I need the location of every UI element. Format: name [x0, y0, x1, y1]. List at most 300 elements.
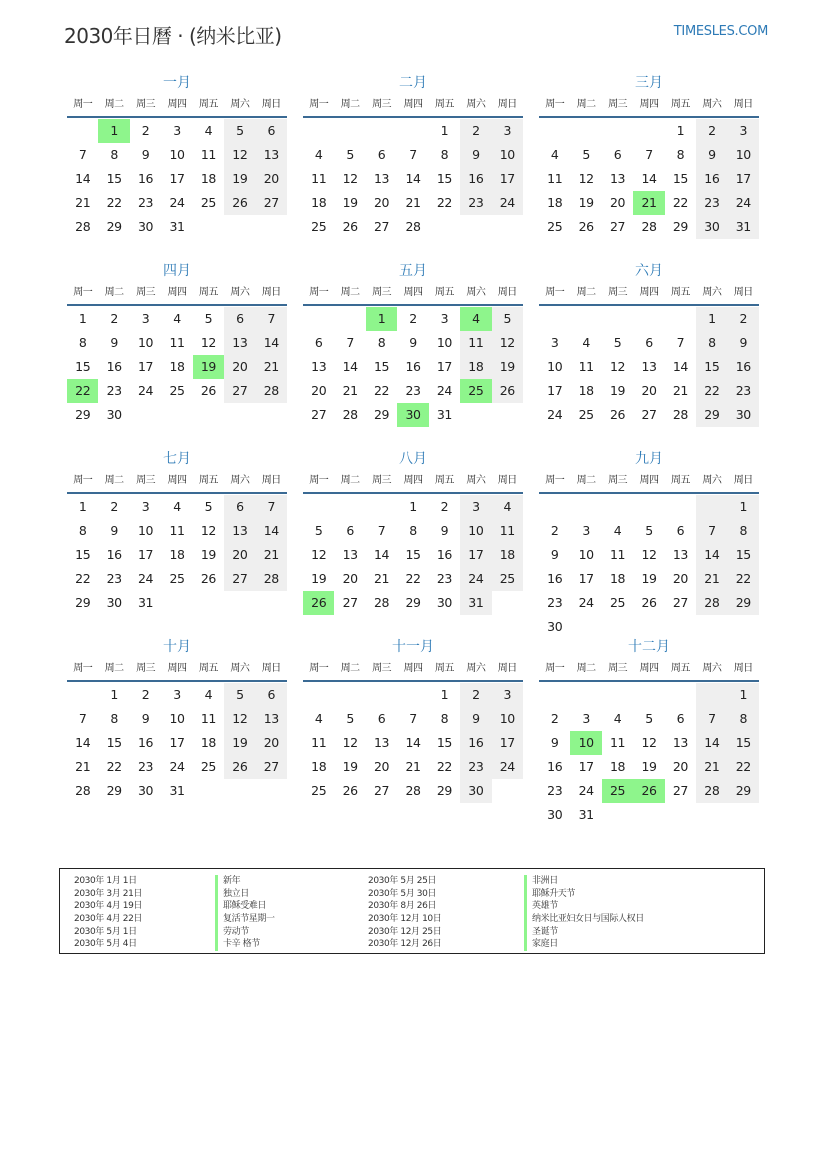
day-cell: 9 — [550, 735, 559, 750]
day-cell: 2 — [460, 119, 491, 143]
day-cell: 9 — [460, 143, 491, 167]
day-cell: 28 — [374, 595, 390, 610]
day-cell: 28 — [342, 407, 358, 422]
weekday-label: 周五 — [198, 287, 218, 298]
day-cell: 7 — [696, 519, 727, 543]
day-cell: 8 — [110, 711, 118, 726]
day-cell: 18 — [610, 759, 626, 774]
day-blank — [130, 403, 161, 427]
day-cell: 8 — [676, 147, 685, 162]
day-cell: 22 — [374, 383, 390, 398]
day-cell: 3 — [173, 123, 181, 138]
weekday-label: 周二 — [340, 663, 360, 674]
weekday-header — [303, 470, 523, 494]
day-cell: 8 — [440, 711, 449, 726]
day-grid — [539, 307, 759, 427]
day-cell: 17 — [578, 759, 594, 774]
day-cell: 3 — [492, 119, 523, 143]
day-cell: 20 — [224, 355, 255, 379]
weekday-label: 周四 — [403, 287, 423, 298]
day-cell: 2 — [550, 523, 559, 538]
day-cell: 17 — [492, 167, 523, 191]
holiday-date: 2030年 1月 1日 — [74, 876, 137, 886]
day-grid — [539, 495, 759, 639]
weekday-header — [539, 282, 759, 306]
day-blank — [256, 591, 287, 615]
holiday-date: 2030年 3月 21日 — [74, 888, 143, 899]
weekday-label: 周五 — [670, 99, 690, 110]
day-cell: 18 — [311, 759, 327, 774]
weekday-header — [67, 282, 287, 306]
day-blank — [366, 683, 397, 707]
day-cell: 4 — [204, 687, 213, 702]
day-blank — [224, 779, 255, 803]
day-cell: 13 — [256, 707, 287, 731]
day-blank — [224, 403, 255, 427]
day-blank — [303, 683, 334, 707]
day-cell: 24 — [169, 195, 185, 210]
holiday-date: 2030年 8月 26日 — [368, 901, 437, 912]
day-cell: 14 — [256, 331, 287, 355]
weekday-label: 周二 — [340, 99, 360, 110]
day-cell: 9 — [409, 335, 417, 350]
weekday-label: 周三 — [136, 663, 156, 674]
weekday-label: 周一 — [545, 287, 565, 298]
day-cell: 22 — [106, 195, 122, 210]
day-cell: 11 — [200, 711, 216, 726]
day-blank — [728, 803, 759, 827]
day-cell: 22 — [436, 759, 452, 774]
day-grid — [303, 119, 523, 239]
day-cell: 23 — [106, 383, 122, 398]
day-cell: 17 — [169, 735, 185, 750]
day-cell: 20 — [256, 167, 287, 191]
weekday-label: 周六 — [702, 663, 722, 674]
weekday-label: 周一 — [545, 475, 565, 486]
weekday-label: 周五 — [434, 475, 454, 486]
weekday-header — [539, 470, 759, 494]
day-cell: 29 — [728, 779, 759, 803]
day-cell: 15 — [106, 171, 122, 186]
day-cell: 18 — [460, 355, 491, 379]
weekday-label: 周一 — [73, 475, 93, 486]
weekday-label: 周一 — [309, 99, 329, 110]
day-cell: 29 — [672, 219, 688, 234]
day-blank — [602, 683, 633, 707]
day-cell: 3 — [582, 523, 590, 538]
day-cell: 28 — [405, 219, 421, 234]
weekday-label: 周六 — [702, 475, 722, 486]
weekday-label: 周日 — [497, 475, 517, 486]
weekday-label: 周五 — [198, 663, 218, 674]
day-cell: 29 — [75, 595, 91, 610]
weekday-label: 周六 — [466, 663, 486, 674]
day-blank — [224, 591, 255, 615]
day-cell: 25 — [200, 759, 216, 774]
day-cell: 4 — [492, 495, 523, 519]
day-cell: 4 — [550, 147, 559, 162]
holiday-name: 耶稣升天节 — [524, 888, 644, 901]
day-cell: 1 — [78, 311, 87, 326]
day-blank — [633, 119, 664, 143]
day-blank — [539, 307, 570, 331]
holiday-date: 2030年 4月 19日 — [74, 901, 143, 912]
weekday-label: 周三 — [608, 99, 628, 110]
day-cell: 7 — [78, 711, 87, 726]
day-grid — [67, 307, 287, 427]
month-calendar — [303, 448, 523, 636]
day-cell: 5 — [346, 711, 354, 726]
day-cell: 13 — [641, 359, 657, 374]
day-cell: 11 — [578, 359, 594, 374]
weekday-label: 周五 — [198, 99, 218, 110]
day-cell: 9 — [141, 711, 150, 726]
day-cell: 21 — [75, 195, 91, 210]
day-cell: 22 — [106, 759, 122, 774]
page-title: 2030年日曆 · (纳米比亚) — [64, 24, 282, 48]
weekday-label: 周三 — [136, 287, 156, 298]
day-cell: 23 — [405, 383, 421, 398]
day-holiday: 22 — [67, 379, 98, 403]
day-cell: 21 — [256, 543, 287, 567]
day-cell: 11 — [311, 735, 327, 750]
day-cell: 3 — [550, 335, 559, 350]
day-blank — [492, 215, 523, 239]
day-cell: 10 — [169, 147, 185, 162]
day-cell: 2 — [440, 499, 449, 514]
weekday-label: 周三 — [136, 475, 156, 486]
day-cell: 24 — [138, 571, 154, 586]
day-cell: 23 — [547, 783, 563, 798]
day-blank — [602, 803, 633, 827]
day-cell: 2 — [141, 123, 150, 138]
day-cell: 26 — [578, 219, 594, 234]
day-cell: 19 — [578, 195, 594, 210]
day-cell: 10 — [138, 523, 154, 538]
day-cell: 19 — [224, 167, 255, 191]
day-cell: 24 — [138, 383, 154, 398]
holiday-date: 2030年 5月 30日 — [368, 888, 437, 899]
day-cell: 23 — [460, 755, 491, 779]
day-cell: 4 — [613, 711, 622, 726]
day-cell: 24 — [169, 759, 185, 774]
months-grid — [67, 72, 760, 824]
day-cell: 26 — [224, 755, 255, 779]
month-name: 三月 — [635, 75, 663, 91]
day-cell: 15 — [696, 355, 727, 379]
day-cell: 1 — [409, 499, 417, 514]
day-blank — [570, 683, 601, 707]
day-cell: 31 — [460, 591, 491, 615]
weekday-label: 周日 — [733, 475, 753, 486]
weekday-label: 周六 — [230, 287, 250, 298]
day-cell: 4 — [173, 311, 181, 326]
day-cell: 19 — [610, 383, 626, 398]
day-cell: 7 — [645, 147, 653, 162]
day-cell: 20 — [374, 195, 390, 210]
day-cell: 22 — [405, 571, 421, 586]
day-cell: 17 — [138, 359, 154, 374]
month-name: 九月 — [635, 451, 663, 467]
day-cell: 2 — [409, 311, 417, 326]
day-cell: 11 — [610, 547, 626, 562]
weekday-label: 周日 — [261, 287, 281, 298]
day-blank — [397, 119, 428, 143]
day-cell: 10 — [547, 359, 563, 374]
day-cell: 16 — [547, 571, 563, 586]
day-cell: 30 — [436, 595, 452, 610]
day-cell: 21 — [696, 567, 727, 591]
day-cell: 5 — [224, 683, 255, 707]
day-cell: 30 — [138, 219, 154, 234]
day-cell: 20 — [224, 543, 255, 567]
day-cell: 18 — [200, 735, 216, 750]
weekday-label: 周二 — [340, 475, 360, 486]
day-cell: 19 — [641, 571, 657, 586]
day-cell: 4 — [314, 147, 323, 162]
day-cell: 23 — [138, 195, 154, 210]
day-cell: 7 — [676, 335, 685, 350]
day-cell: 31 — [169, 219, 185, 234]
day-cell: 28 — [696, 779, 727, 803]
day-cell: 28 — [696, 591, 727, 615]
day-cell: 10 — [728, 143, 759, 167]
holiday-date: 2030年 5月 25日 — [368, 876, 437, 886]
month-name: 六月 — [635, 263, 663, 279]
day-cell: 18 — [578, 383, 594, 398]
day-cell: 6 — [224, 307, 255, 331]
day-cell: 18 — [311, 195, 327, 210]
day-cell: 20 — [672, 571, 688, 586]
day-cell: 29 — [75, 407, 91, 422]
holiday-date: 2030年 12月 25日 — [368, 926, 442, 937]
day-cell: 24 — [578, 595, 594, 610]
weekday-label: 周四 — [167, 99, 187, 110]
day-cell: 2 — [550, 711, 559, 726]
day-blank — [303, 495, 334, 519]
holiday-name: 英雄节 — [524, 900, 644, 913]
weekday-label: 周三 — [372, 475, 392, 486]
day-cell: 8 — [409, 523, 417, 538]
day-cell: 1 — [440, 687, 449, 702]
weekday-label: 周四 — [167, 663, 187, 674]
day-cell: 27 — [641, 407, 657, 422]
month-calendar — [303, 260, 523, 448]
day-blank — [570, 119, 601, 143]
day-cell: 2 — [728, 307, 759, 331]
day-grid — [303, 683, 523, 803]
day-blank — [602, 495, 633, 519]
day-cell: 12 — [200, 523, 216, 538]
weekday-label: 周六 — [230, 99, 250, 110]
day-cell: 2 — [696, 119, 727, 143]
day-cell: 6 — [314, 335, 323, 350]
day-holiday: 10 — [570, 731, 601, 755]
brand-logo[interactable]: TIMESLES.COM — [673, 24, 768, 39]
month-calendar — [303, 72, 523, 260]
day-cell: 3 — [173, 687, 181, 702]
day-blank — [602, 119, 633, 143]
day-cell: 28 — [672, 407, 688, 422]
day-blank — [492, 779, 523, 803]
day-cell: 27 — [311, 407, 327, 422]
day-cell: 12 — [342, 735, 358, 750]
day-cell: 10 — [578, 547, 594, 562]
weekday-label: 周三 — [608, 663, 628, 674]
month-calendar — [539, 636, 759, 824]
holiday-name: 独立日 — [215, 888, 275, 901]
day-cell: 25 — [311, 219, 327, 234]
day-cell: 25 — [311, 783, 327, 798]
month-name: 五月 — [399, 263, 427, 279]
month-calendar — [539, 448, 759, 636]
day-cell: 6 — [377, 711, 386, 726]
weekday-label: 周二 — [576, 475, 596, 486]
day-blank — [256, 215, 287, 239]
weekday-label: 周一 — [73, 99, 93, 110]
day-cell: 8 — [728, 707, 759, 731]
day-cell: 20 — [672, 759, 688, 774]
day-cell: 18 — [610, 571, 626, 586]
day-cell: 5 — [224, 119, 255, 143]
day-cell: 11 — [200, 147, 216, 162]
day-cell: 19 — [311, 571, 327, 586]
day-cell: 21 — [696, 755, 727, 779]
holiday-dates-col-1 — [74, 875, 142, 951]
day-blank — [665, 495, 696, 519]
day-cell: 17 — [138, 547, 154, 562]
day-blank — [334, 683, 365, 707]
day-cell: 24 — [492, 755, 523, 779]
day-cell: 15 — [728, 543, 759, 567]
day-cell: 16 — [436, 547, 452, 562]
month-name: 十二月 — [628, 639, 670, 655]
month-calendar — [539, 260, 759, 448]
day-cell: 27 — [672, 783, 688, 798]
weekday-label: 周三 — [372, 99, 392, 110]
day-cell: 20 — [610, 195, 626, 210]
day-cell: 27 — [610, 219, 626, 234]
day-cell: 12 — [224, 707, 255, 731]
day-cell: 1 — [728, 683, 759, 707]
day-grid — [67, 683, 287, 803]
holiday-dates-col-2 — [368, 875, 441, 951]
day-cell: 25 — [547, 219, 563, 234]
month-calendar — [539, 72, 759, 260]
day-cell: 22 — [728, 567, 759, 591]
weekday-label: 周四 — [167, 475, 187, 486]
day-cell: 31 — [436, 407, 452, 422]
day-cell: 16 — [138, 171, 154, 186]
weekday-label: 周四 — [639, 663, 659, 674]
day-blank — [193, 403, 224, 427]
weekday-label: 周一 — [545, 663, 565, 674]
day-blank — [67, 683, 98, 707]
day-cell: 27 — [256, 191, 287, 215]
day-cell: 6 — [645, 335, 653, 350]
day-cell: 26 — [492, 379, 523, 403]
weekday-label: 周四 — [403, 475, 423, 486]
day-cell: 4 — [173, 499, 181, 514]
day-cell: 1 — [440, 123, 449, 138]
day-cell: 26 — [610, 407, 626, 422]
day-cell: 3 — [141, 311, 150, 326]
day-cell: 30 — [106, 407, 122, 422]
day-cell: 26 — [342, 783, 358, 798]
day-cell: 13 — [672, 547, 688, 562]
weekday-label: 周一 — [309, 475, 329, 486]
day-cell: 11 — [492, 519, 523, 543]
weekday-label: 周三 — [608, 287, 628, 298]
day-holiday: 1 — [366, 307, 397, 331]
day-blank — [665, 307, 696, 331]
weekday-label: 周四 — [403, 99, 423, 110]
day-blank — [696, 683, 727, 707]
day-cell: 19 — [342, 759, 358, 774]
day-cell: 27 — [224, 379, 255, 403]
day-blank — [334, 495, 365, 519]
weekday-label: 周五 — [670, 287, 690, 298]
day-cell: 4 — [613, 523, 622, 538]
day-cell: 5 — [582, 147, 590, 162]
month-name: 十月 — [163, 639, 191, 655]
day-cell: 28 — [256, 567, 287, 591]
day-cell: 24 — [492, 191, 523, 215]
day-cell: 10 — [492, 707, 523, 731]
day-blank — [193, 215, 224, 239]
day-cell: 18 — [169, 547, 185, 562]
day-cell: 27 — [342, 595, 358, 610]
day-cell: 14 — [342, 359, 358, 374]
day-cell: 29 — [436, 783, 452, 798]
day-blank — [633, 307, 664, 331]
day-cell: 6 — [346, 523, 354, 538]
weekday-label: 周四 — [639, 475, 659, 486]
weekday-label: 周六 — [466, 99, 486, 110]
day-blank — [570, 307, 601, 331]
weekday-header — [67, 470, 287, 494]
day-cell: 16 — [460, 167, 491, 191]
day-cell: 14 — [75, 171, 91, 186]
holiday-date: 2030年 12月 26日 — [368, 939, 442, 950]
day-cell: 19 — [200, 547, 216, 562]
weekday-label: 周一 — [309, 663, 329, 674]
day-blank — [460, 403, 491, 427]
holiday-name: 新年 — [215, 875, 275, 888]
weekday-label: 周五 — [434, 99, 454, 110]
day-cell: 9 — [440, 523, 449, 538]
day-cell: 15 — [405, 547, 421, 562]
month-name: 一月 — [163, 75, 191, 91]
day-holiday: 25 — [460, 379, 491, 403]
day-blank — [696, 803, 727, 827]
day-cell: 26 — [641, 595, 657, 610]
day-cell: 24 — [460, 567, 491, 591]
day-blank — [256, 403, 287, 427]
day-grid — [67, 495, 287, 615]
day-blank — [492, 403, 523, 427]
day-holiday: 1 — [98, 119, 129, 143]
day-cell: 26 — [200, 571, 216, 586]
day-cell: 19 — [342, 195, 358, 210]
day-cell: 6 — [613, 147, 622, 162]
weekday-label: 周日 — [261, 99, 281, 110]
day-cell: 21 — [405, 759, 421, 774]
weekday-label: 周三 — [136, 99, 156, 110]
day-cell: 8 — [440, 147, 449, 162]
day-cell: 10 — [460, 519, 491, 543]
day-cell: 30 — [460, 779, 491, 803]
